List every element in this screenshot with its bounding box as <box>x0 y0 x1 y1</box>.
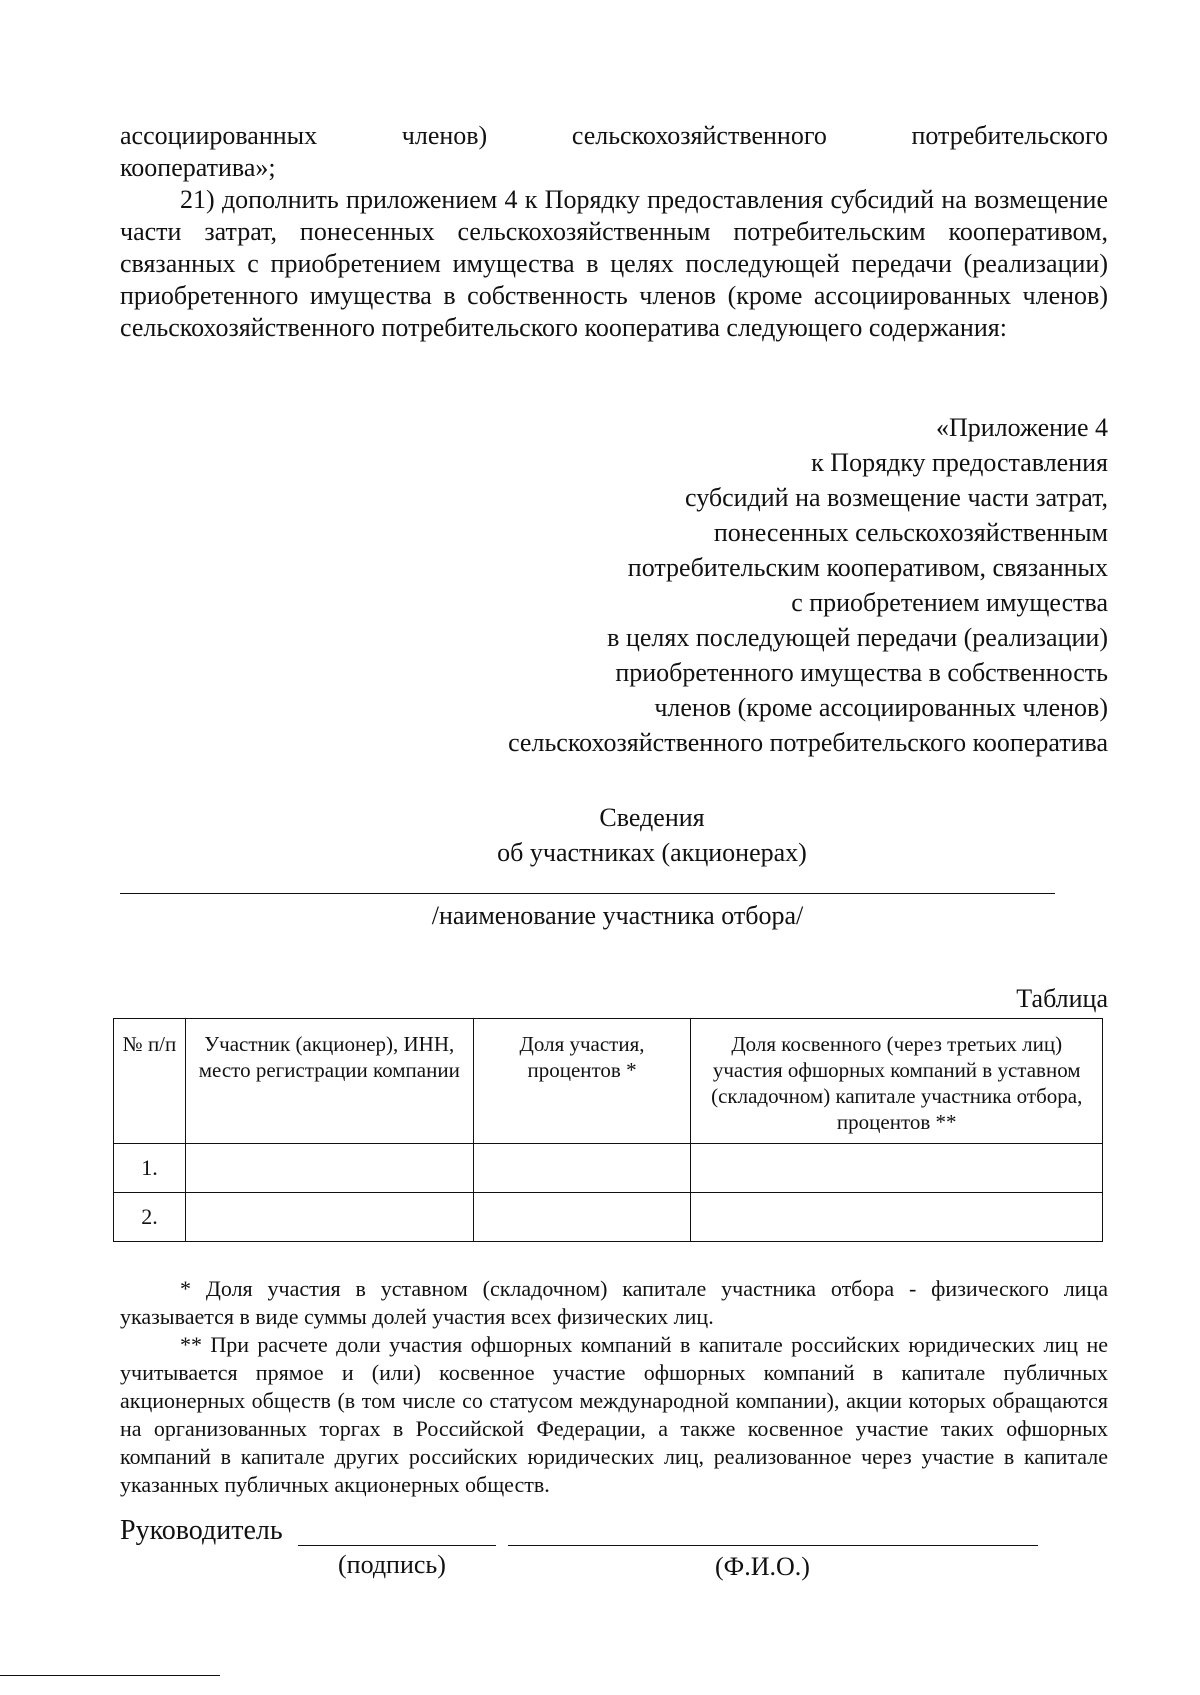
signature-label: Руководитель <box>120 1515 283 1546</box>
footer-separator-line <box>0 1675 220 1676</box>
continuation-line-1: ассоциированных членов) сельскохозяйственного потребительского <box>120 121 1108 150</box>
continuation-line-2: кооператива»; <box>120 153 276 182</box>
table-row <box>114 1144 1103 1193</box>
signature-caption: (подпись) <box>338 1550 446 1579</box>
table-cell-share <box>473 1144 691 1193</box>
participant-name-line <box>120 893 1055 894</box>
appendix-line: с приобретением имущества <box>791 588 1108 617</box>
appendix-line: потребительским кооперативом, связанных <box>627 553 1108 582</box>
table-header-row <box>114 1019 1103 1144</box>
signature-line <box>298 1545 496 1546</box>
appendix-line: приобретенного имущества в собственность <box>615 658 1108 687</box>
table-cell-participant <box>185 1144 473 1193</box>
participant-name-caption: /наименование участника отбора/ <box>431 901 804 930</box>
table-cell-share <box>473 1193 691 1242</box>
header-participant: Участник (акционер), ИНН, место регистрации компании <box>185 1019 473 1144</box>
table-cell-offshore-share <box>691 1144 1103 1193</box>
table-cell-number: 2. <box>114 1193 186 1242</box>
footnote-1: * Доля участия в уставном (складочном) капитале участника отбора - физического лица указывается в виде суммы долей участия всех физических лиц. <box>120 1276 1108 1329</box>
table-cell-participant <box>185 1193 473 1242</box>
document-title: Сведения <box>599 803 705 832</box>
header-number: № п/п <box>114 1019 186 1144</box>
table-cell-number: 1. <box>114 1144 186 1193</box>
header-offshore-share: Доля косвенного (через третьих лиц) участия офшорных компаний в уставном (складочном) капитале участника отбора, процентов ** <box>691 1019 1103 1144</box>
appendix-heading <box>508 410 1108 760</box>
item-21-paragraph: 21) дополнить приложением 4 к Порядку предоставления субсидий на возмещение части затрат, понесенных сельскохозяйственным потребительским кооперативом, связанных с приобретением имущества в целях последующей передачи (реализации) приобретенного имущества в собственность членов (кроме ассоциированных членов) сельскохозяйственного потребительского кооператива следующего содержания: <box>120 185 1108 342</box>
full-name-caption: (Ф.И.О.) <box>715 1552 810 1581</box>
footnotes <box>120 1275 1108 1499</box>
appendix-line: понесенных сельскохозяйственным <box>713 518 1108 547</box>
table-row <box>114 1193 1103 1242</box>
footnote-2: ** При расчете доли участия офшорных компаний в капитале российских юридических лиц не учитывается прямое и (или) косвенное участие офшорных компаний в капитале публичных акционерных обществ (в том числе со статусом международной компании), акции которых обращаются на организованных торгах в Российской Федерации, а также косвенное участие таких офшорных компаний в капитале других российских юридических лиц, реализованное через участие в капитале указанных публичных акционерных обществ. <box>120 1332 1108 1497</box>
appendix-line: к Порядку предоставления <box>811 448 1108 477</box>
participants-table <box>113 1018 1103 1242</box>
table-cell-offshore-share <box>691 1193 1103 1242</box>
table-label: Таблица <box>1016 984 1108 1013</box>
appendix-line: членов (кроме ассоциированных членов) <box>654 693 1108 722</box>
appendix-line: в целях последующей передачи (реализации) <box>607 623 1108 652</box>
appendix-line: субсидий на возмещение части затрат, <box>685 483 1108 512</box>
appendix-line: сельскохозяйственного потребительского кооператива <box>508 728 1108 757</box>
appendix-line: «Приложение 4 <box>935 413 1108 442</box>
header-share: Доля участия, процентов * <box>473 1019 691 1144</box>
full-name-line <box>508 1545 1038 1546</box>
document-subtitle: об участниках (акционерах) <box>497 838 807 867</box>
